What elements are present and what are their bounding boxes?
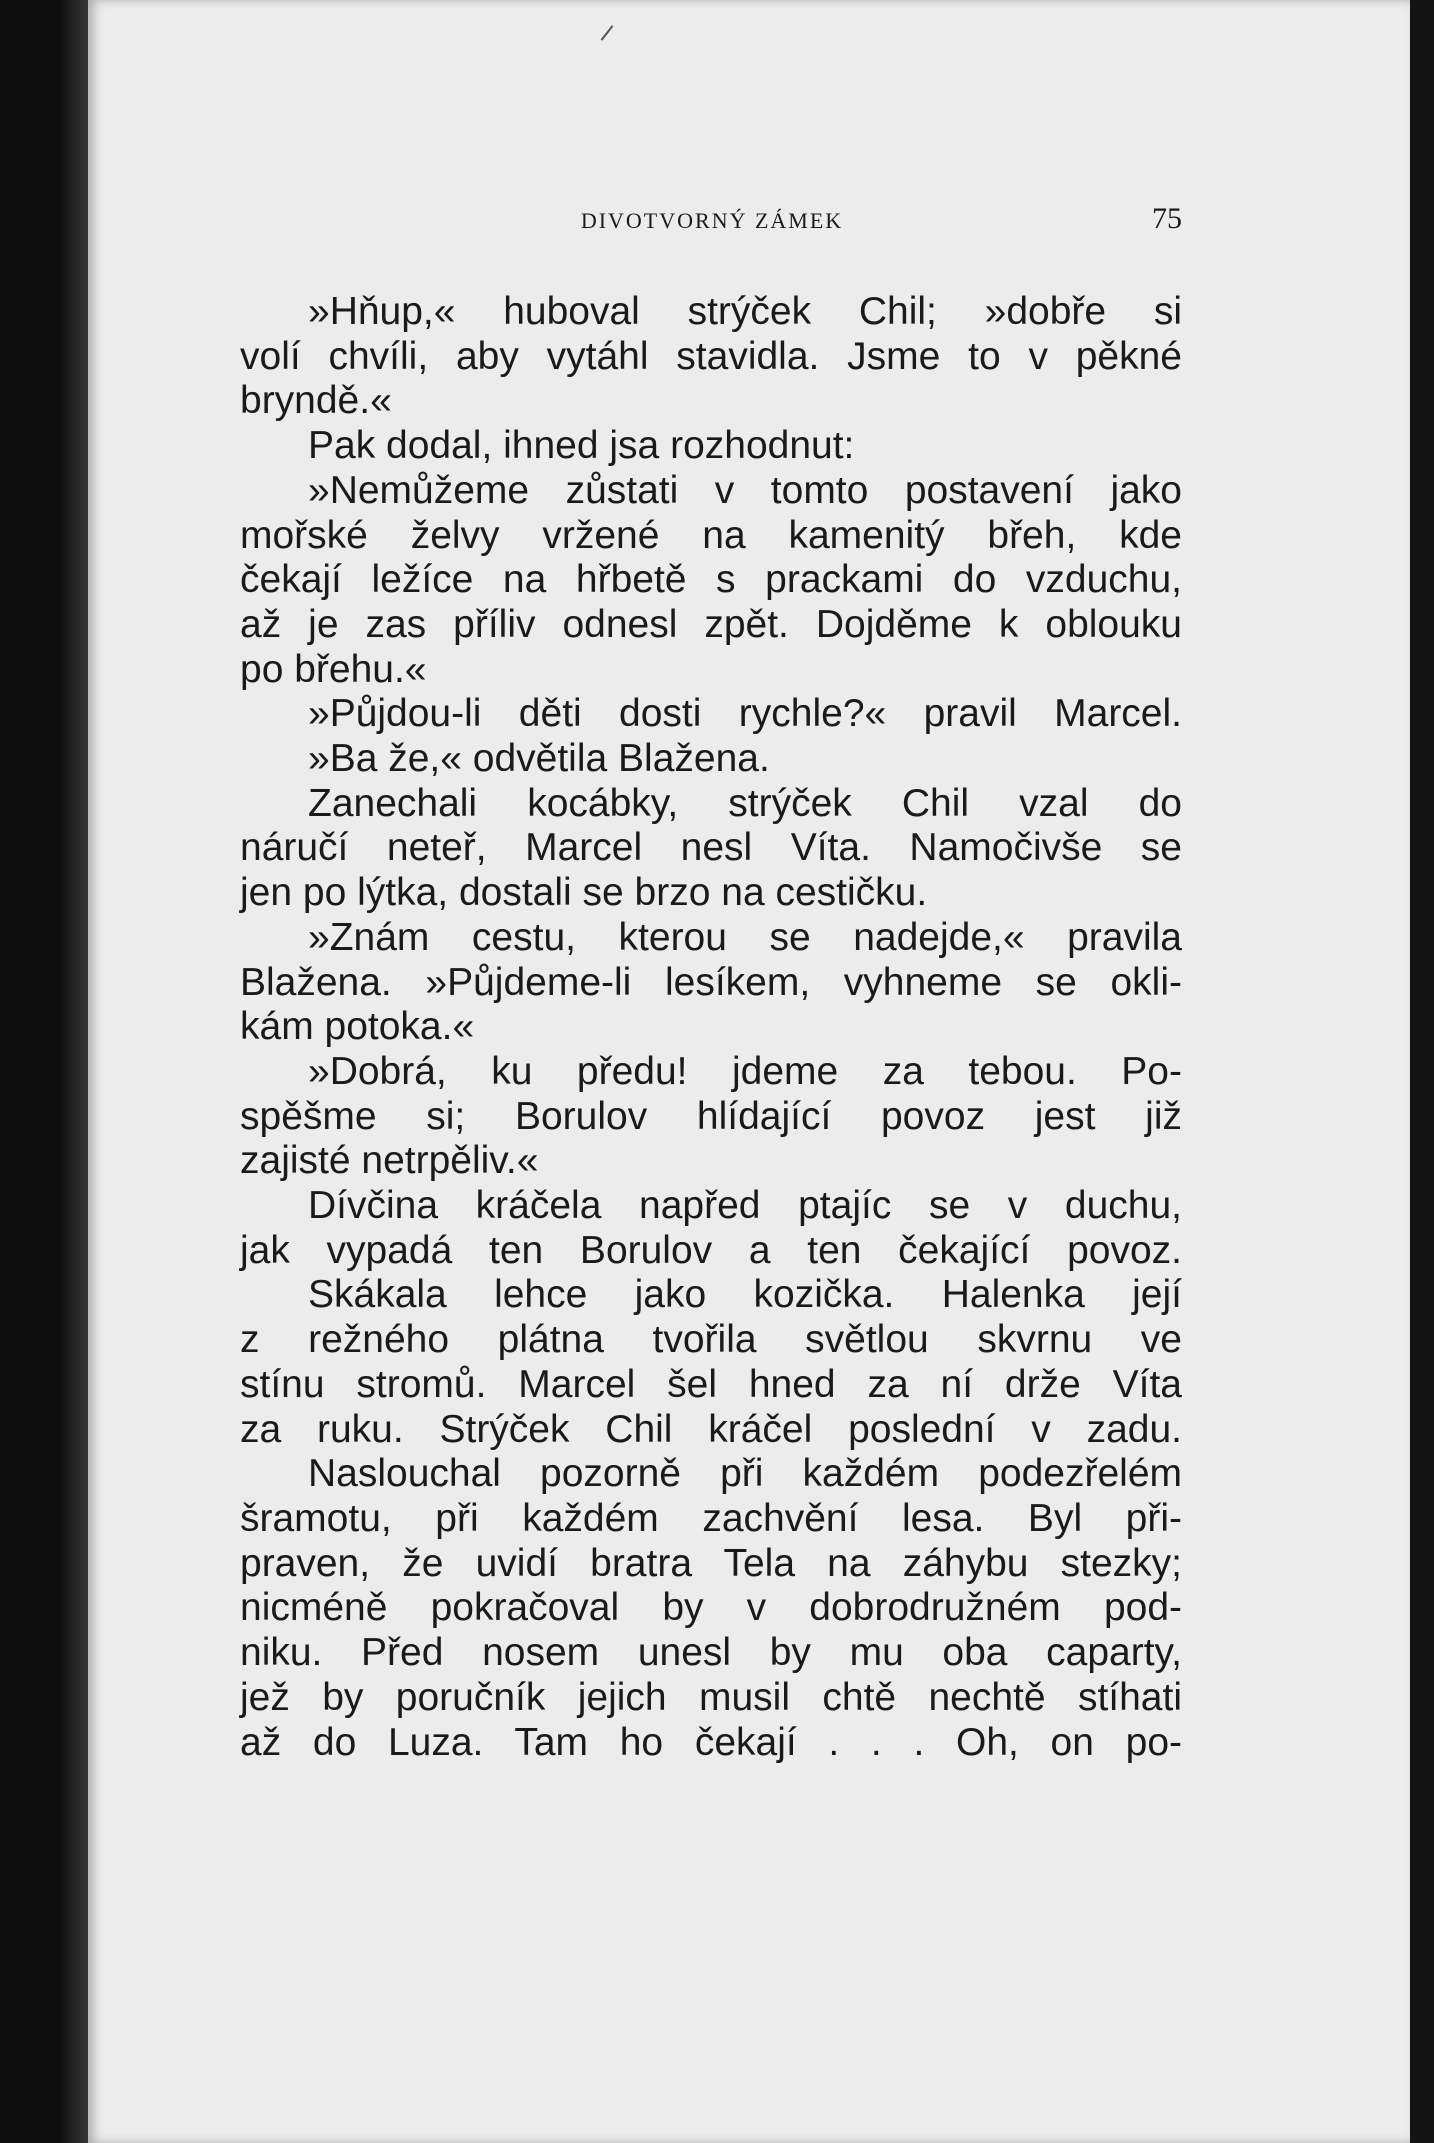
text-line: z režného plátna tvořila světlou skvrnu ve xyxy=(240,1318,1182,1362)
text-line: stínu stromů. Marcel šel hned za ní drže Víta xyxy=(240,1362,1182,1406)
text-line: Blažena. »Půjdeme-li lesíkem, vyhneme se okli- xyxy=(240,960,1182,1004)
text-line: jen po lýtka, dostali se brzo na cestičku. xyxy=(240,871,928,915)
text-line: šramotu, při každém zachvění lesa. Byl při- xyxy=(240,1496,1182,1540)
text-line: jež by poručník jejich musil chtě nechtě stíhati xyxy=(240,1675,1182,1719)
book-gutter-shadow xyxy=(60,0,90,2143)
text-line: nicméně pokračoval by v dobrodružném pod- xyxy=(240,1586,1182,1630)
text-line: čekají ležíce na hřbetě s prackami do vzduchu, xyxy=(240,558,1182,602)
text-line: za ruku. Strýček Chil kráčel poslední v zadu. xyxy=(240,1407,1182,1451)
text-line: jak vypadá ten Borulov a ten čekající povoz. xyxy=(240,1228,1182,1272)
text-line: »Ba že,« odvětila Blažena. xyxy=(308,737,770,781)
text-line: až do Luza. Tam ho čekají . . . Oh, on po- xyxy=(240,1720,1182,1764)
text-line: bryndě.« xyxy=(240,379,392,423)
text-line: po břehu.« xyxy=(240,647,427,691)
page-header xyxy=(242,202,1182,242)
text-line: »Hňup,« huboval strýček Chil; »dobře si xyxy=(308,290,1182,333)
text-line: až je zas příliv odnesl zpět. Dojděme k oblouku xyxy=(240,602,1182,646)
text-line: zajisté netrpěliv.« xyxy=(240,1139,539,1183)
text-line: praven, že uvidí bratra Tela na záhybu stezky; xyxy=(240,1541,1182,1585)
text-line: »Půjdou-li děti dosti rychle?« pravil Marcel. xyxy=(308,692,1182,736)
running-title: DIVOTVORNÝ ZÁMEK xyxy=(580,208,844,233)
text-line: volí chvíli, aby vytáhl stavidla. Jsme to v pěkné xyxy=(240,334,1182,378)
page-right-edge xyxy=(1410,0,1434,2143)
text-line: »Nemůžeme zůstati v tomto postavení jako xyxy=(308,468,1182,512)
text-line: niku. Před nosem unesl by mu oba caparty, xyxy=(240,1631,1182,1675)
text-line: Naslouchal pozorně při každém podezřelém xyxy=(308,1452,1182,1496)
body-text xyxy=(240,290,1182,1765)
text-line: Zanechali kocábky, strýček Chil vzal do xyxy=(308,781,1182,825)
text-line: »Dobrá, ku předu! jdeme za tebou. Po- xyxy=(308,1049,1182,1093)
text-line: Pak dodal, ihned jsa rozhodnut: xyxy=(308,424,855,468)
text-line: náručí neteř, Marcel nesl Víta. Namočivše se xyxy=(240,826,1182,870)
page-number: 75 xyxy=(1152,202,1182,235)
text-line: mořské želvy vržené na kamenitý břeh, kde xyxy=(240,513,1182,557)
text-line: spěšme si; Borulov hlídající povoz jest již xyxy=(240,1094,1182,1138)
text-line: Skákala lehce jako kozička. Halenka její xyxy=(308,1273,1182,1317)
text-line: kám potoka.« xyxy=(240,1005,475,1049)
text-line: »Znám cestu, kterou se nadejde,« pravila xyxy=(308,915,1182,959)
text-line: Dívčina kráčela napřed ptajíc se v duchu, xyxy=(308,1184,1182,1228)
